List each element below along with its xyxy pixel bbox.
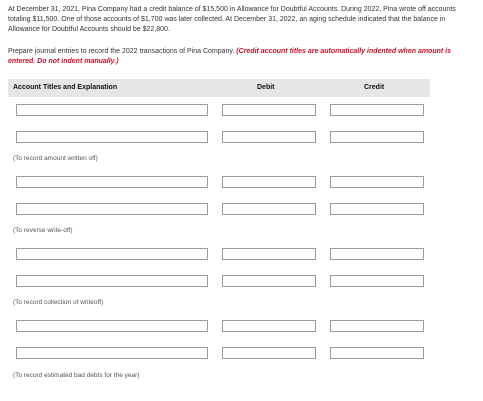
entry-4-debit-2-input[interactable] (222, 347, 316, 359)
header-credit: Credit (364, 84, 385, 91)
entry-1-debit-1-input[interactable] (222, 104, 316, 116)
problem-statement: At December 31, 2021, Pina Company had a credit balance of $15,500 in Allowance for Doubtful Accounts. During 2022, Pina wrote off accounts totaling $11,500. One of those accounts of $1,700 was later collected. At December 31, 2022, an aging schedule indicated that the balance in Allowance for Doubtful Accounts should be $22,800. (8, 6, 456, 33)
entry-2-credit-2-input[interactable] (330, 203, 424, 215)
instructions (8, 47, 474, 67)
entry-4-credit-1-input[interactable] (330, 320, 424, 332)
entry-4-credit-2-input[interactable] (330, 347, 424, 359)
entry-4-account-2-input[interactable] (16, 347, 208, 359)
entry-3-account-1-input[interactable] (16, 248, 208, 260)
table-header (8, 79, 430, 97)
entry-3-credit-2-input[interactable] (330, 275, 424, 287)
entry-2-debit-1-input[interactable] (222, 176, 316, 188)
entry-2-note: (To reverse write-off) (13, 227, 73, 234)
entry-3-debit-2-input[interactable] (222, 275, 316, 287)
instructions-text: Prepare journal entries to record the 2022 transactions of Pina Company. (8, 48, 235, 55)
entry-1-credit-2-input[interactable] (330, 131, 424, 143)
entry-1-credit-1-input[interactable] (330, 104, 424, 116)
entry-4-account-1-input[interactable] (16, 320, 208, 332)
entry-2-account-2-input[interactable] (16, 203, 208, 215)
entry-1-account-1-input[interactable] (16, 104, 208, 116)
header-debit: Debit (257, 84, 275, 91)
entry-2-account-1-input[interactable] (16, 176, 208, 188)
indent-warning: (Credit account titles are automatically indented when amount is entered. Do not indent manually.) (8, 48, 452, 65)
entry-1-debit-2-input[interactable] (222, 131, 316, 143)
entry-1-account-2-input[interactable] (16, 131, 208, 143)
entry-3-note: (To record collection of writeoff) (13, 299, 104, 306)
entry-4-debit-1-input[interactable] (222, 320, 316, 332)
entry-3-account-2-input[interactable] (16, 275, 208, 287)
entry-2-debit-2-input[interactable] (222, 203, 316, 215)
header-account-titles: Account Titles and Explanation (13, 84, 118, 91)
entry-2-credit-1-input[interactable] (330, 176, 424, 188)
entry-3-debit-1-input[interactable] (222, 248, 316, 260)
entry-3-credit-1-input[interactable] (330, 248, 424, 260)
entry-4-note: (To record estimated bad debts for the year) (13, 372, 140, 379)
entry-1-note: (To record amount written off) (13, 155, 98, 162)
